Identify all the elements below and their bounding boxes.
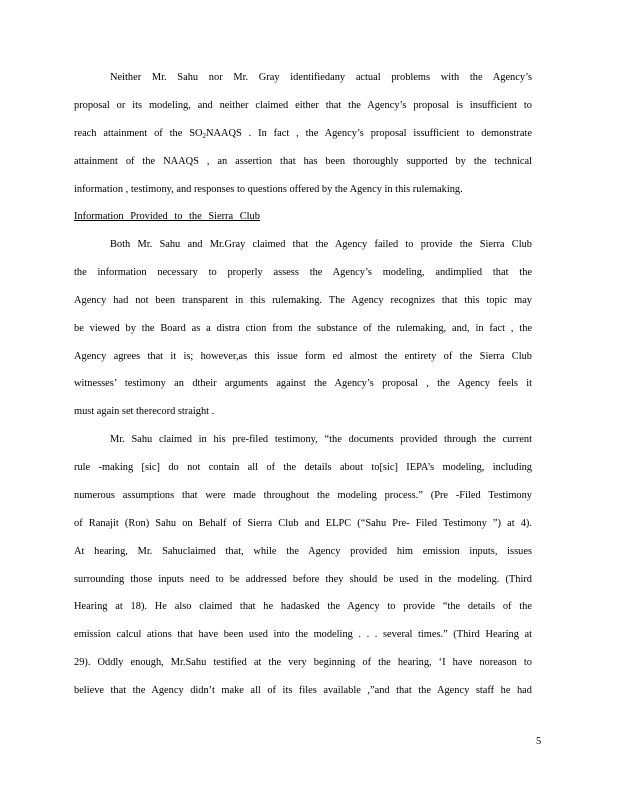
paragraph-3-line-2: rule -making [sic] do not contain all of the details about to[sic] IEPA’s modeling, including [74,462,532,473]
paragraph-3-line-1: Mr. Sahu claimed in his pre-filed testimony, “the documents provided through the current [110,434,532,445]
paragraph-1-line-5: information , testimony, and responses to questions offered by the Agency in this rulemaking. [74,184,463,195]
paragraph-2-line-6: witnesses’ testimony an dtheir arguments against the Agency’s proposal , the Agency feels it [74,378,532,389]
paragraph-1-line-3 [74,127,532,143]
paragraph-3-line-3: numerous assumptions that were made throughout the modeling process.” (Pre -Filed Testimony [74,490,532,501]
paragraph-3-line-8: emission calcul ations that have been used into the modeling . . . several times.” (Third Hearing at [74,629,532,640]
paragraph-2-line-4: be viewed by the Board as a distra ction from the substance of the rulemaking, and, in fact , the [74,323,532,334]
so2-subscript: 2 [202,132,206,140]
section-heading: Information Provided to the Sierra Club [74,211,260,222]
paragraph-3-line-4: of Ranajit (Ron) Sahu on Behalf of Sierra Club and ELPC (“Sahu Pre- Filed Testimony ”) at 4). [74,518,532,529]
paragraph-2-line-3: Agency had not been transparent in this rulemaking. The Agency recognizes that this topic may [74,295,532,306]
paragraph-3-line-5: At hearing, Mr. Sahuclaimed that, while the Agency provided him emission inputs, issues [74,546,532,557]
paragraph-2-line-5: Agency agrees that it is; however,as this issue form ed almost the entirety of the Sierra Club [74,351,532,362]
paragraph-1-line-4: attainment of the NAAQS , an assertion that has been thoroughly supported by the technical [74,156,532,167]
naaqs-text: NAAQS . In fact , the Agency’s proposal issufficient to demonstrate [206,128,532,139]
paragraph-3-line-7: Hearing at 18). He also claimed that he hadasked the Agency to provide “the details of the [74,601,532,612]
paragraph-3-line-6: surrounding those inputs need to be addressed before they should be used in the modeling. (Third [74,574,532,585]
so2-label: reach attainment of the SO [74,128,203,139]
paragraph-1-line-2: proposal or its modeling, and neither claimed either that the Agency’s proposal is insufficient to [74,100,532,111]
paragraph-2-line-1: Both Mr. Sahu and Mr.Gray claimed that the Agency failed to provide the Sierra Club [110,239,532,250]
paragraph-3-line-10: believe that the Agency didn’t make all of its files available ,”and that the Agency staff he had [74,685,532,696]
paragraph-2-line-2: the information necessary to properly assess the Agency’s modeling, andimplied that the [74,267,532,278]
paragraph-1-line-1: Neither Mr. Sahu nor Mr. Gray identifiedany actual problems with the Agency’s [110,72,532,83]
page-number: 5 [536,736,542,747]
paragraph-3-line-9: 29). Oddly enough, Mr.Sahu testified at the very beginning of the hearing, ‘I have noreason to [74,657,532,668]
paragraph-2-line-7: must again set therecord straight . [74,406,215,417]
